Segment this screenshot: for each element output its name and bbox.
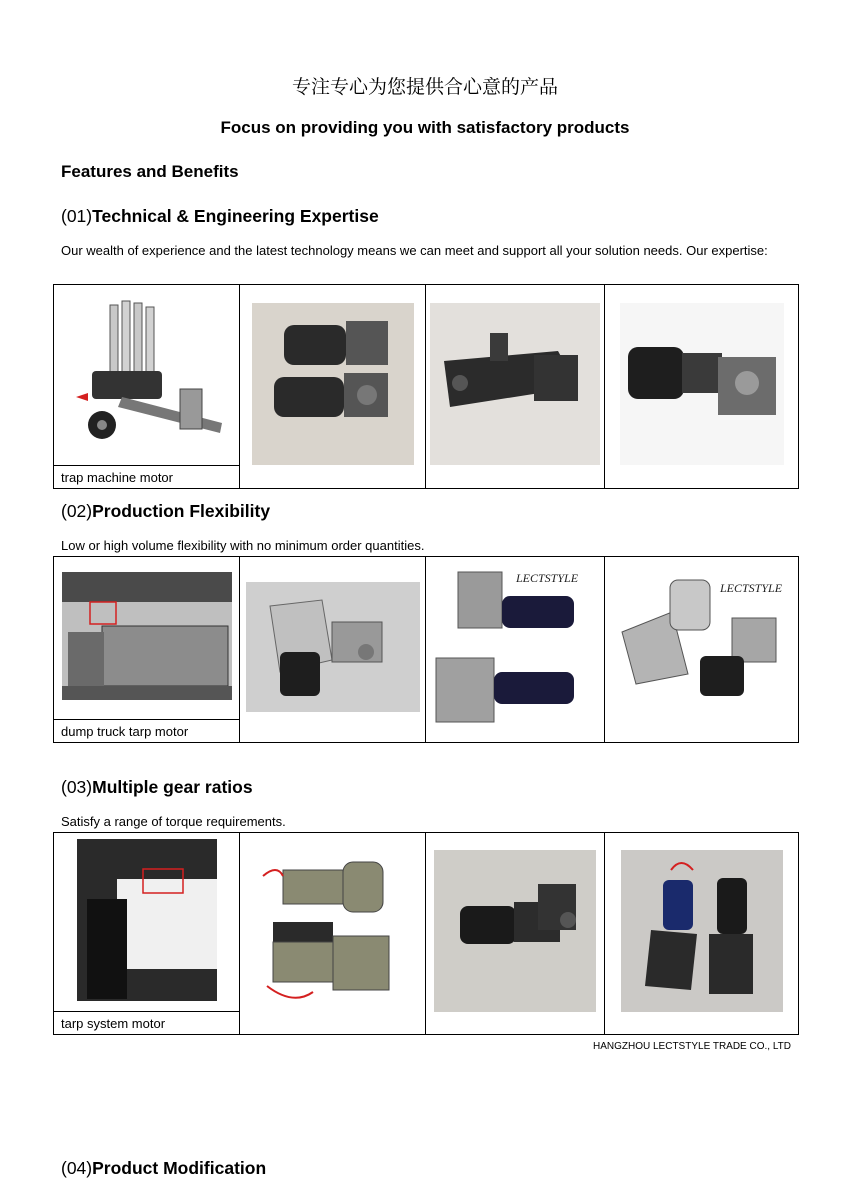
gear-motor-image-2 [426, 833, 605, 1035]
dump-truck-image [54, 557, 240, 720]
lectstyle-brand-text: LECTSTYLE [719, 581, 782, 595]
gear-motor-photo-icon [253, 856, 413, 1006]
gear-motor-image-1 [240, 833, 426, 1035]
section-title: Production Flexibility [92, 501, 271, 521]
gear-motor-photo-icon [620, 303, 784, 465]
gear-motor-photo-icon [621, 850, 783, 1012]
tarp-motor-image-1 [240, 557, 426, 743]
footer-company-name: HANGZHOU LECTSTYLE TRADE CO., LTD [593, 1041, 791, 1052]
section-number: (02) [61, 501, 93, 521]
motor-image-3 [605, 285, 799, 489]
tarp-motor-photo-icon [612, 572, 792, 722]
motor-image-2 [426, 285, 605, 489]
section-01-image-grid [53, 284, 799, 489]
chinese-title: 专注专心为您提供合心意的产品 [291, 76, 558, 98]
gear-motor-image-3 [605, 833, 799, 1035]
gear-motor-photo-icon [434, 850, 596, 1012]
section-01-description: Our wealth of experience and the latest technology means we can meet and support all your solution needs. Our expertise: [61, 243, 768, 258]
tarp-system-image [54, 833, 240, 1012]
section-03-description: Satisfy a range of torque requirements. [61, 814, 286, 829]
section-number: (03) [61, 777, 93, 797]
tarp-motor-image-2 [426, 557, 605, 743]
gear-motor-photo-icon [430, 303, 600, 465]
section-03-image-grid [53, 832, 799, 1035]
tarp-system-caption: tarp system motor [54, 1012, 240, 1035]
section-number: (01) [61, 206, 93, 226]
lectstyle-brand-text: LECTSTYLE [516, 571, 579, 585]
tarp-motor-photo-icon [246, 582, 420, 712]
tarp-system-photo-icon [77, 839, 217, 1001]
english-title: Focus on providing you with satisfactory products [220, 118, 630, 137]
trap-machine-photo-icon [62, 293, 232, 453]
trap-machine-caption: trap machine motor [54, 466, 240, 489]
section-number: (04) [61, 1158, 93, 1178]
dump-truck-caption: dump truck tarp motor [54, 720, 240, 743]
dump-truck-photo-icon [62, 572, 232, 700]
section-title: Technical & Engineering Expertise [92, 206, 379, 226]
section-02-image-grid [53, 556, 799, 743]
section-04-heading [61, 1158, 266, 1179]
tarp-motor-photo-icon [430, 562, 600, 732]
section-title: Multiple gear ratios [92, 777, 253, 797]
section-03-heading [61, 777, 253, 798]
section-title: Product Modification [92, 1158, 267, 1178]
gear-motor-photo-icon [252, 303, 414, 465]
features-heading: Features and Benefits [61, 162, 239, 181]
trap-machine-image [54, 285, 240, 466]
motor-image-1 [240, 285, 426, 489]
section-02-heading [61, 501, 270, 522]
section-02-description: Low or high volume flexibility with no minimum order quantities. [61, 538, 425, 553]
section-01-heading [61, 206, 379, 227]
tarp-motor-image-3 [605, 557, 799, 743]
